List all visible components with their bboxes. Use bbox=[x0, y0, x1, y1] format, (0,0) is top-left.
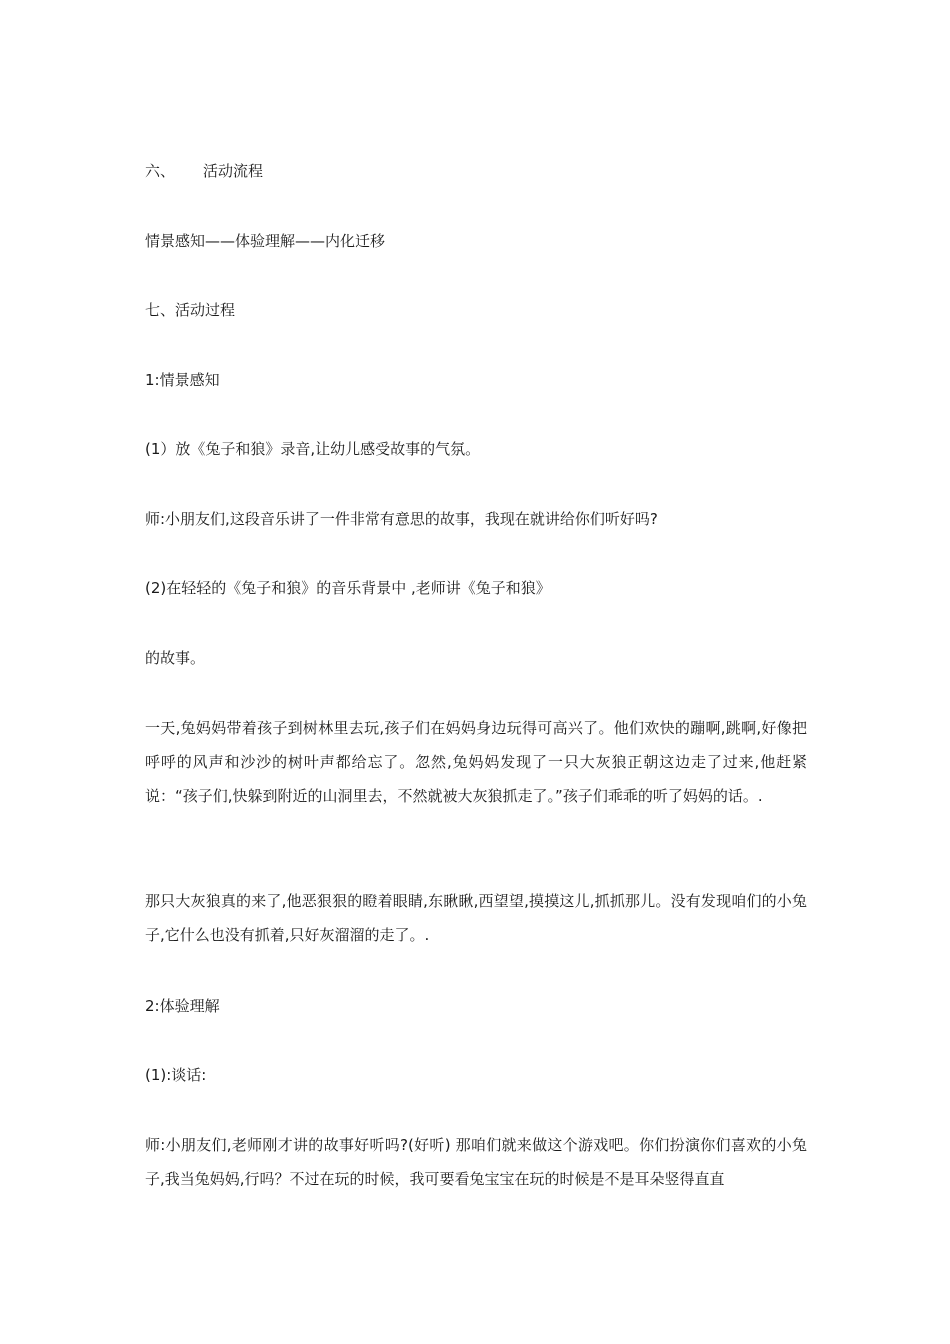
section-6-heading bbox=[145, 157, 815, 186]
section-7-heading: 七、活动过程 bbox=[145, 301, 236, 319]
section-6-title: 活动流程 bbox=[203, 162, 264, 180]
step-1-item-2: (2)在轻轻的《兔子和狼》的音乐背景中 ,老师讲《兔子和狼》 bbox=[145, 579, 551, 597]
step-1-heading: 1:情景感知 bbox=[145, 371, 220, 389]
step-2-heading: 2:体验理解 bbox=[145, 997, 220, 1015]
teacher-dialogue-1: 师:小朋友们,这段音乐讲了一件非常有意思的故事，我现在就讲给你们听好吗? bbox=[145, 510, 658, 528]
story-paragraph-1: 一天,兔妈妈带着孩子到树林里去玩,孩子们在妈妈身边玩得可高兴了。他们欢快的蹦啊,跳啊,好像把呼呼的风声和沙沙的树叶声都给忘了。忽然,兔妈妈发现了一只大灰狼正朝这边走了过来,他赶紧说：“孩子们,快躲到附近的山洞里去，不然就被大灰狼抓走了。”孩子们乖乖的听了妈妈的话。. bbox=[145, 719, 807, 805]
story-suffix: 的故事。 bbox=[145, 649, 206, 667]
section-6-number: 六、 bbox=[145, 162, 176, 180]
activity-flow: 情景感知——体验理解——内化迁移 bbox=[145, 232, 386, 250]
story-paragraph-2: 那只大灰狼真的来了,他恶狠狠的瞪着眼睛,东瞅瞅,西望望,摸摸这儿,抓抓那儿。没有发现咱们的小兔子,它什么也没有抓着,只好灰溜溜的走了。. bbox=[145, 892, 807, 944]
step-1-item-1: (1）放《兔子和狼》录音,让幼儿感受故事的气氛。 bbox=[145, 440, 481, 458]
teacher-dialogue-2: 师:小朋友们,老师刚才讲的故事好听吗?(好听) 那咱们就来做这个游戏吧。你们扮演你们喜欢的小兔子,我当兔妈妈,行吗？不过在玩的时候，我可要看兔宝宝在玩的时候是不是耳朵竖得直直 bbox=[145, 1136, 807, 1188]
step-2-item-1: (1):谈话: bbox=[145, 1066, 207, 1084]
